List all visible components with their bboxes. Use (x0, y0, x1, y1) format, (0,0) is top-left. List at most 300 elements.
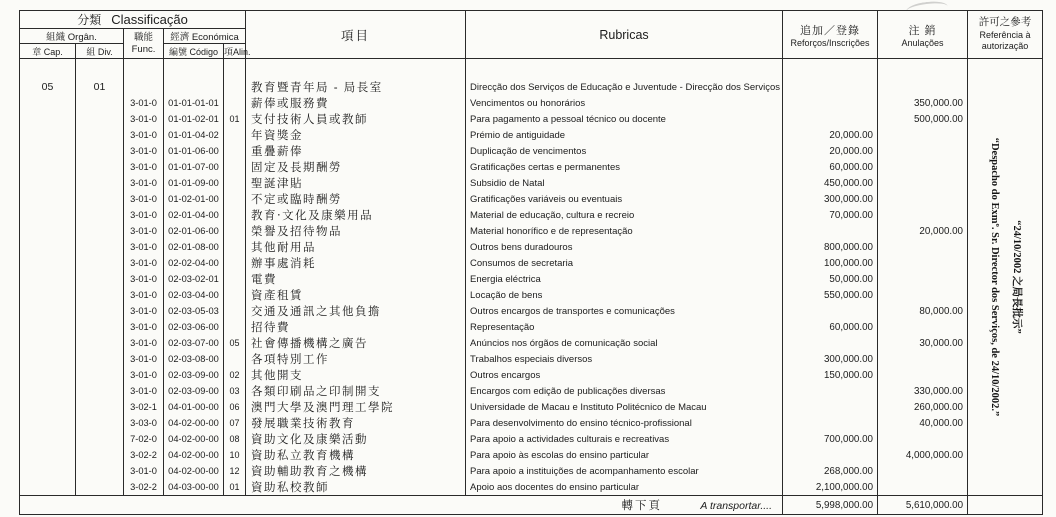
cell-div (76, 223, 124, 239)
cell-item: 資助私校教師 (246, 479, 466, 496)
cell-rubrica: Outros encargos de transportes e comunicações (466, 303, 783, 319)
cell-anulacao: 260,000.00 (878, 399, 968, 415)
cell-reforco (783, 95, 878, 111)
cell-alin (224, 239, 246, 255)
cell-anulacao: 330,000.00 (878, 383, 968, 399)
cell-codigo: 02-03-04-00 (164, 287, 224, 303)
cell-item: 發展職業技術教育 (246, 415, 466, 431)
cell-item: 教育‧文化及康樂用品 (246, 207, 466, 223)
table-row (20, 127, 1043, 143)
cell-anulacao (878, 207, 968, 223)
cell-rubrica: Para apoio às escolas do ensino particular (466, 447, 783, 463)
cell-div (76, 127, 124, 143)
cell-codigo: 04-03-00-00 (164, 479, 224, 496)
cell-div (76, 463, 124, 479)
table-row (20, 239, 1043, 255)
cell-div (76, 335, 124, 351)
cell-div (76, 431, 124, 447)
cell-item: 辦事處消耗 (246, 255, 466, 271)
spacer-cell (783, 59, 878, 80)
cell-alin: 01 (224, 111, 246, 127)
spacer-cell (124, 59, 164, 80)
cell-anulacao: 350,000.00 (878, 95, 968, 111)
cell-func: 3-02-2 (124, 447, 164, 463)
cell-div (76, 303, 124, 319)
cell-reforco: 20,000.00 (783, 127, 878, 143)
cell-div (76, 175, 124, 191)
cell-codigo: 02-01-04-00 (164, 207, 224, 223)
cell-alin (224, 303, 246, 319)
cell-item: 支付技術人員或教師 (246, 111, 466, 127)
header-classificacao-zh: 分類 (77, 13, 102, 27)
cell-reforco: 20,000.00 (783, 143, 878, 159)
header-div: 組 Div. (76, 44, 124, 59)
cell-alin (224, 287, 246, 303)
cell-codigo: 04-02-00-00 (164, 415, 224, 431)
cell-func: 7-02-0 (124, 431, 164, 447)
cell-func: 3-02-1 (124, 399, 164, 415)
cell-func: 3-01-0 (124, 191, 164, 207)
cell-reforco: 450,000.00 (783, 175, 878, 191)
cell-cap (20, 255, 76, 271)
footer-carry-pt: A transportar.... (700, 500, 773, 512)
authorization-note-pt: “Despacho do Exmº. Sr. Director dos Serviços, de 24/10/2002.” (989, 137, 1001, 417)
table-footer (20, 496, 1043, 515)
cell-rubrica: Outros bens duradouros (466, 239, 783, 255)
cell-div (76, 191, 124, 207)
cell-div (76, 111, 124, 127)
cell-cap (20, 351, 76, 367)
cell-func: 3-01-0 (124, 335, 164, 351)
cell-rubrica: Direcção dos Serviços de Educação e Juventude - Direcção dos Serviços (466, 79, 783, 95)
cell-func (124, 79, 164, 95)
cell-anulacao (878, 479, 968, 496)
cell-reforco (783, 415, 878, 431)
cell-rubrica: Consumos de secretaria (466, 255, 783, 271)
cell-item: 固定及長期酬勞 (246, 159, 466, 175)
cell-codigo: 02-03-07-00 (164, 335, 224, 351)
header-func (124, 29, 164, 59)
cell-cap (20, 431, 76, 447)
cell-anulacao (878, 351, 968, 367)
header-economica: 經濟 Económica (164, 29, 246, 44)
cell-cap (20, 319, 76, 335)
cell-anulacao (878, 127, 968, 143)
cell-codigo: 02-01-06-00 (164, 223, 224, 239)
spacer-cell (224, 59, 246, 80)
spacer-cell (164, 59, 224, 80)
cell-cap (20, 479, 76, 496)
cell-item: 重疊薪俸 (246, 143, 466, 159)
cell-reforco (783, 79, 878, 95)
cell-func: 3-01-0 (124, 159, 164, 175)
cell-cap (20, 383, 76, 399)
cell-item: 資助文化及康樂活動 (246, 431, 466, 447)
cell-codigo: 04-02-00-00 (164, 431, 224, 447)
cell-item: 年資獎金 (246, 127, 466, 143)
cell-alin: 08 (224, 431, 246, 447)
cell-func: 3-01-0 (124, 463, 164, 479)
authorization-cell (968, 59, 1043, 496)
cell-codigo: 04-01-00-00 (164, 399, 224, 415)
footer-carry-label (20, 496, 783, 515)
cell-alin: 06 (224, 399, 246, 415)
header-classificacao (20, 11, 246, 29)
cell-alin (224, 79, 246, 95)
cell-codigo: 02-03-02-01 (164, 271, 224, 287)
cell-func: 3-01-0 (124, 319, 164, 335)
header-autorizacao-pt1: Referência à (979, 29, 1031, 40)
cell-item: 澳門大學及澳門理工學院 (246, 399, 466, 415)
cell-cap (20, 207, 76, 223)
cell-anulacao: 20,000.00 (878, 223, 968, 239)
cell-func: 3-01-0 (124, 287, 164, 303)
header-anulacoes-zh: 注 銷 (908, 24, 937, 37)
cell-rubrica: Encargos com edição de publicações diversas (466, 383, 783, 399)
cell-func: 3-01-0 (124, 111, 164, 127)
cell-cap (20, 143, 76, 159)
cell-anulacao: 80,000.00 (878, 303, 968, 319)
header-autorizacao (968, 11, 1043, 59)
cell-codigo: 01-01-07-00 (164, 159, 224, 175)
cell-func: 3-01-0 (124, 271, 164, 287)
cell-anulacao (878, 319, 968, 335)
cell-div (76, 383, 124, 399)
cell-alin: 03 (224, 383, 246, 399)
cell-alin: 01 (224, 479, 246, 496)
header-alin: 項Alin. (224, 44, 246, 59)
cell-item: 招待費 (246, 319, 466, 335)
cell-anulacao (878, 191, 968, 207)
cell-cap (20, 447, 76, 463)
cell-rubrica: Locação de bens (466, 287, 783, 303)
cell-alin: 05 (224, 335, 246, 351)
table-row (20, 335, 1043, 351)
cell-alin (224, 271, 246, 287)
spacer-cell (76, 59, 124, 80)
cell-alin: 02 (224, 367, 246, 383)
cell-codigo: 02-03-05-03 (164, 303, 224, 319)
cell-alin (224, 95, 246, 111)
cell-rubrica: Energia eléctrica (466, 271, 783, 287)
table-row (20, 415, 1043, 431)
cell-reforco: 100,000.00 (783, 255, 878, 271)
cell-alin (224, 143, 246, 159)
cell-alin (224, 127, 246, 143)
header-classificacao-pt: Classificação (111, 12, 188, 27)
cell-func: 3-01-0 (124, 255, 164, 271)
cell-codigo (164, 79, 224, 95)
cell-item: 榮譽及招待物品 (246, 223, 466, 239)
cell-cap (20, 111, 76, 127)
cell-alin (224, 207, 246, 223)
cell-div (76, 367, 124, 383)
footer-reforcos-total: 5,998,000.00 (783, 496, 878, 515)
cell-rubrica: Para apoio a actividades culturais e recreativas (466, 431, 783, 447)
cell-codigo: 02-01-08-00 (164, 239, 224, 255)
cell-div (76, 415, 124, 431)
table-row (20, 351, 1043, 367)
authorization-note (983, 138, 1027, 417)
cell-func: 3-01-0 (124, 303, 164, 319)
cell-alin (224, 255, 246, 271)
cell-item: 薪俸或服務費 (246, 95, 466, 111)
cell-div (76, 239, 124, 255)
cell-reforco: 2,100,000.00 (783, 479, 878, 496)
cell-rubrica: Subsidio de Natal (466, 175, 783, 191)
table-row (20, 223, 1043, 239)
cell-rubrica: Apoio aos docentes do ensino particular (466, 479, 783, 496)
cell-reforco (783, 383, 878, 399)
cell-item: 社會傳播機構之廣告 (246, 335, 466, 351)
spacer-cell (878, 59, 968, 80)
cell-anulacao: 500,000.00 (878, 111, 968, 127)
table-row (20, 95, 1043, 111)
cell-cap (20, 127, 76, 143)
cell-rubrica: Para apoio a instituições de acompanhamento escolar (466, 463, 783, 479)
cell-cap (20, 239, 76, 255)
cell-alin (224, 175, 246, 191)
authorization-note-zh: “24/10/2002 之局長批示” (1011, 220, 1023, 334)
cell-anulacao: 30,000.00 (878, 335, 968, 351)
cell-codigo: 04-02-00-00 (164, 447, 224, 463)
table-row (20, 191, 1043, 207)
cell-reforco: 150,000.00 (783, 367, 878, 383)
cell-rubrica: Vencimentos ou honorários (466, 95, 783, 111)
cell-cap (20, 191, 76, 207)
header-reforcos-pt: Reforços/Inscrições (790, 37, 870, 48)
cell-div (76, 95, 124, 111)
cell-cap (20, 95, 76, 111)
cell-rubrica: Material de educação, cultura e recreio (466, 207, 783, 223)
cell-func: 3-01-0 (124, 127, 164, 143)
cell-codigo: 01-01-04-02 (164, 127, 224, 143)
header-reforcos (783, 11, 878, 59)
cell-cap (20, 287, 76, 303)
cell-item: 其他開支 (246, 367, 466, 383)
cell-alin: 12 (224, 463, 246, 479)
cell-cap (20, 271, 76, 287)
cell-anulacao: 4,000,000.00 (878, 447, 968, 463)
cell-cap (20, 399, 76, 415)
table-row (20, 79, 1043, 95)
cell-item: 教育暨青年局 - 局長室 (246, 79, 466, 95)
cell-cap (20, 303, 76, 319)
table-row (20, 143, 1043, 159)
header-rubricas: Rubricas (466, 11, 783, 59)
table-row (20, 479, 1043, 496)
cell-codigo: 04-02-00-00 (164, 463, 224, 479)
cell-cap (20, 159, 76, 175)
footer-row (20, 496, 1043, 515)
cell-codigo: 02-03-06-00 (164, 319, 224, 335)
table-row (20, 447, 1043, 463)
cell-anulacao (878, 159, 968, 175)
cell-alin (224, 351, 246, 367)
cell-reforco: 60,000.00 (783, 319, 878, 335)
cell-anulacao (878, 431, 968, 447)
table-row (20, 111, 1043, 127)
cell-item: 資助輔助教育之機構 (246, 463, 466, 479)
header-reforcos-zh: 追加／登錄 (800, 24, 861, 37)
header-func-pt: Func. (131, 43, 156, 55)
cell-func: 3-01-0 (124, 175, 164, 191)
cell-codigo: 01-01-01-01 (164, 95, 224, 111)
cell-codigo: 01-01-02-01 (164, 111, 224, 127)
cell-func: 3-01-0 (124, 207, 164, 223)
budget-table (19, 10, 1043, 515)
cell-anulacao (878, 463, 968, 479)
header-autorizacao-zh: 許可之參考 (978, 15, 1032, 28)
table-row (20, 271, 1043, 287)
cell-rubrica: Gratificações certas e permanentes (466, 159, 783, 175)
cell-reforco: 268,000.00 (783, 463, 878, 479)
cell-reforco (783, 223, 878, 239)
cell-div (76, 207, 124, 223)
cell-alin (224, 223, 246, 239)
cell-reforco: 50,000.00 (783, 271, 878, 287)
cell-reforco (783, 335, 878, 351)
cell-reforco: 300,000.00 (783, 351, 878, 367)
header-cap: 章 Cap. (20, 44, 76, 59)
cell-reforco: 60,000.00 (783, 159, 878, 175)
table-row (20, 367, 1043, 383)
cell-anulacao (878, 255, 968, 271)
table-row (20, 303, 1043, 319)
cell-anulacao: 40,000.00 (878, 415, 968, 431)
cell-item: 電費 (246, 271, 466, 287)
header-codigo: 編號 Código (164, 44, 224, 59)
cell-div (76, 271, 124, 287)
cell-div (76, 447, 124, 463)
cell-div (76, 319, 124, 335)
header-anulacoes-pt: Anulações (901, 37, 944, 48)
cell-cap (20, 415, 76, 431)
cell-anulacao (878, 367, 968, 383)
cell-func: 3-01-0 (124, 383, 164, 399)
table-row (20, 463, 1043, 479)
cell-reforco (783, 303, 878, 319)
cell-codigo: 02-03-08-00 (164, 351, 224, 367)
cell-cap (20, 223, 76, 239)
cell-alin: 07 (224, 415, 246, 431)
cell-codigo: 02-02-04-00 (164, 255, 224, 271)
spacer-cell (20, 59, 76, 80)
table-body (20, 59, 1043, 496)
cell-codigo: 02-03-09-00 (164, 383, 224, 399)
cell-div (76, 479, 124, 496)
spacer-row (20, 59, 1043, 80)
cell-item: 不定或臨時酬勞 (246, 191, 466, 207)
table-row (20, 175, 1043, 191)
cell-alin (224, 191, 246, 207)
table-row (20, 431, 1043, 447)
footer-anulacoes-total: 5,610,000.00 (878, 496, 968, 515)
table-row (20, 319, 1043, 335)
cell-anulacao (878, 79, 968, 95)
header-func-zh: 職能 (133, 31, 153, 43)
cell-cap (20, 335, 76, 351)
cell-func: 3-01-0 (124, 95, 164, 111)
cell-anulacao (878, 143, 968, 159)
cell-rubrica: Material honorífico e de representação (466, 223, 783, 239)
cell-reforco (783, 111, 878, 127)
cell-alin (224, 319, 246, 335)
cell-func: 3-03-0 (124, 415, 164, 431)
table-row (20, 255, 1043, 271)
cell-rubrica: Anúncios nos órgãos de comunicação social (466, 335, 783, 351)
table-header (20, 11, 1043, 59)
cell-func: 3-02-2 (124, 479, 164, 496)
cell-item: 其他耐用品 (246, 239, 466, 255)
cell-codigo: 02-03-09-00 (164, 367, 224, 383)
cell-rubrica: Representação (466, 319, 783, 335)
cell-alin (224, 159, 246, 175)
table-row (20, 159, 1043, 175)
cell-rubrica: Para desenvolvimento do ensino técnico-profissional (466, 415, 783, 431)
cell-anulacao (878, 287, 968, 303)
cell-cap (20, 463, 76, 479)
cell-div (76, 399, 124, 415)
cell-reforco (783, 399, 878, 415)
cell-item: 聖誕津貼 (246, 175, 466, 191)
cell-reforco: 700,000.00 (783, 431, 878, 447)
cell-func: 3-01-0 (124, 143, 164, 159)
footer-carry-zh: 轉下頁 (621, 500, 662, 512)
cell-reforco: 800,000.00 (783, 239, 878, 255)
cell-item: 資產租賃 (246, 287, 466, 303)
cell-item: 各項特別工作 (246, 351, 466, 367)
cell-cap (20, 367, 76, 383)
cell-rubrica: Para pagamento a pessoal técnico ou docente (466, 111, 783, 127)
cell-alin: 10 (224, 447, 246, 463)
cell-reforco (783, 447, 878, 463)
cell-anulacao (878, 271, 968, 287)
cell-div: 01 (76, 79, 124, 95)
cell-rubrica: Duplicação de vencimentos (466, 143, 783, 159)
cell-codigo: 01-01-09-00 (164, 175, 224, 191)
cell-div (76, 351, 124, 367)
cell-anulacao (878, 239, 968, 255)
cell-div (76, 159, 124, 175)
table-row (20, 207, 1043, 223)
cell-cap (20, 175, 76, 191)
cell-div (76, 143, 124, 159)
cell-reforco: 300,000.00 (783, 191, 878, 207)
cell-codigo: 01-02-01-00 (164, 191, 224, 207)
cell-rubrica: Prémio de antiguidade (466, 127, 783, 143)
cell-func: 3-01-0 (124, 351, 164, 367)
spacer-cell (466, 59, 783, 80)
cell-item: 各類印刷品之印制開支 (246, 383, 466, 399)
cell-item: 資助私立教育機構 (246, 447, 466, 463)
cell-rubrica: Outros encargos (466, 367, 783, 383)
cell-div (76, 287, 124, 303)
header-orgao: 組織 Orgân. (20, 29, 124, 44)
table-row (20, 383, 1043, 399)
cell-reforco: 550,000.00 (783, 287, 878, 303)
cell-rubrica: Universidade de Macau e Instituto Politécnico de Macau (466, 399, 783, 415)
cell-cap: 05 (20, 79, 76, 95)
header-item: 項目 (246, 11, 466, 59)
header-anulacoes (878, 11, 968, 59)
cell-codigo: 01-01-06-00 (164, 143, 224, 159)
cell-func: 3-01-0 (124, 239, 164, 255)
cell-rubrica: Gratificações variáveis ou eventuais (466, 191, 783, 207)
cell-rubrica: Trabalhos especiais diversos (466, 351, 783, 367)
footer-auth-cell (968, 496, 1043, 515)
cell-item: 交通及通訊之其他負擔 (246, 303, 466, 319)
